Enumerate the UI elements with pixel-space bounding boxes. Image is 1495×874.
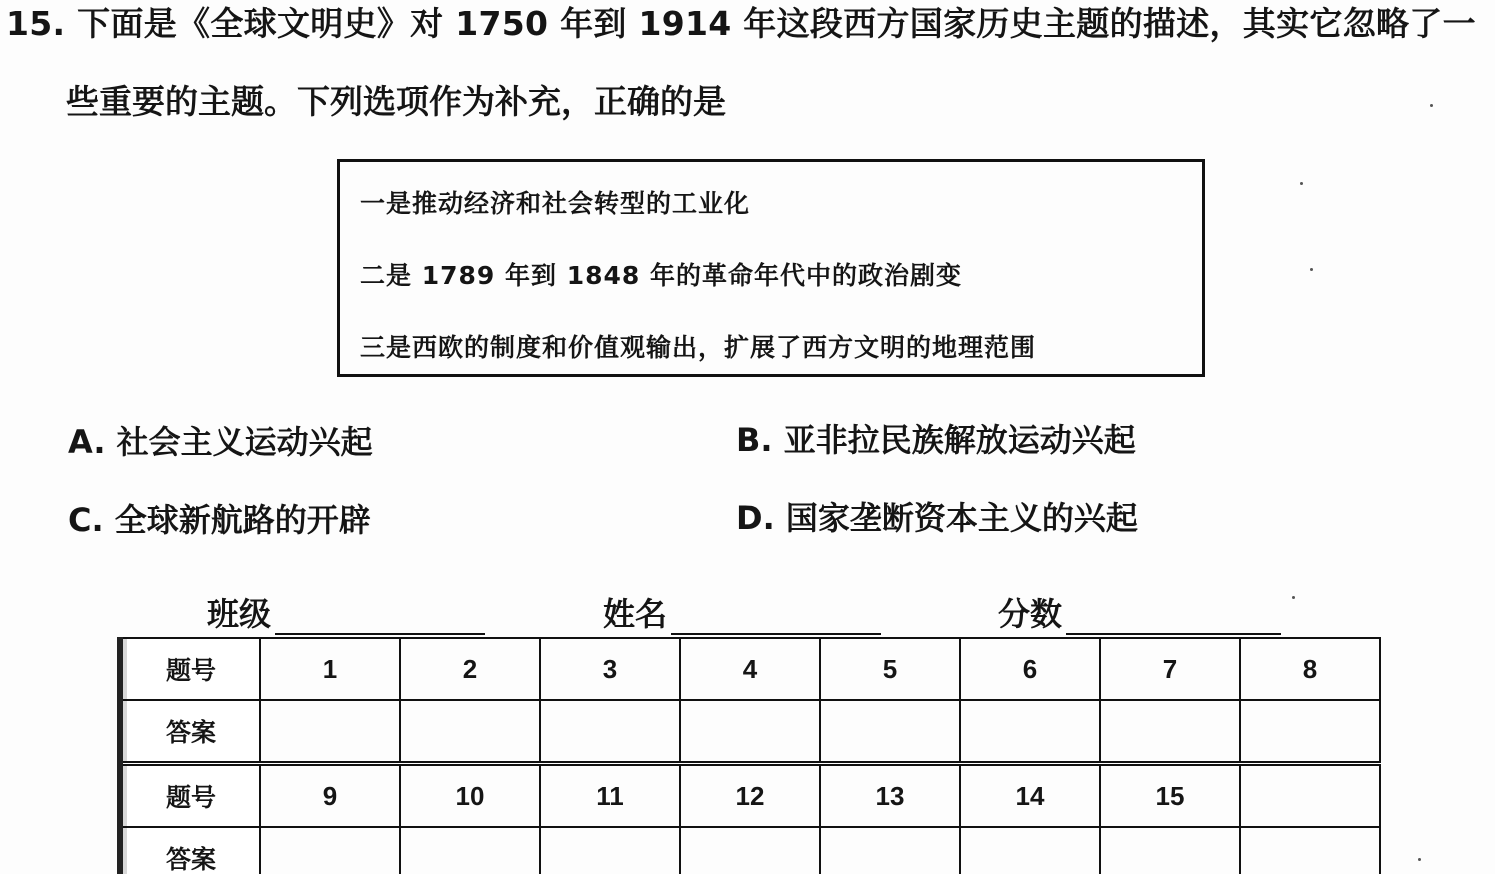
answer-cell[interactable] bbox=[680, 700, 820, 764]
material-line-1: 一是推动经济和社会转型的工业化 bbox=[360, 189, 751, 218]
question-number-cell bbox=[1240, 764, 1380, 828]
question-number-cell: 5 bbox=[820, 638, 960, 700]
name-label: 姓名 bbox=[603, 595, 668, 633]
question-number-cell: 6 bbox=[960, 638, 1100, 700]
number-header: 题号 bbox=[120, 764, 260, 828]
score-blank-line[interactable] bbox=[1066, 597, 1281, 635]
answer-cell[interactable] bbox=[1240, 700, 1380, 764]
answer-cell[interactable] bbox=[680, 827, 820, 874]
answer-cell[interactable] bbox=[400, 827, 540, 874]
class-label: 班级 bbox=[207, 595, 272, 633]
answer-cell[interactable] bbox=[260, 827, 400, 874]
answer-cell[interactable] bbox=[540, 700, 680, 764]
option-c[interactable]: C. 全球新航路的开辟 bbox=[68, 501, 371, 539]
name-field[interactable] bbox=[603, 589, 881, 635]
answer-cell[interactable] bbox=[540, 827, 680, 874]
number-header: 题号 bbox=[120, 638, 260, 700]
scan-speck bbox=[1292, 596, 1295, 599]
question-number-cell: 2 bbox=[400, 638, 540, 700]
scan-speck bbox=[1300, 182, 1303, 185]
scan-speck bbox=[1418, 858, 1421, 861]
number-row-1 bbox=[120, 638, 1380, 700]
option-b[interactable]: B. 亚非拉民族解放运动兴起 bbox=[736, 421, 1136, 459]
answer-cell[interactable] bbox=[1100, 827, 1240, 874]
question-number-cell: 9 bbox=[260, 764, 400, 828]
material-line-3: 三是西欧的制度和价值观输出，扩展了西方文明的地理范围 bbox=[360, 333, 1037, 362]
question-number-cell: 1 bbox=[260, 638, 400, 700]
question-number-cell: 12 bbox=[680, 764, 820, 828]
answer-row-2 bbox=[120, 827, 1380, 874]
class-field[interactable] bbox=[207, 589, 485, 635]
score-label: 分数 bbox=[998, 595, 1063, 633]
answer-cell[interactable] bbox=[820, 827, 960, 874]
answer-header: 答案 bbox=[120, 827, 260, 874]
material-box bbox=[337, 159, 1205, 377]
question-stem-line-1: 15. 下面是《全球文明史》对 1750 年到 1914 年这段西方国家历史主题的描述，其实它忽略了一 bbox=[6, 4, 1476, 43]
question-number-cell: 3 bbox=[540, 638, 680, 700]
answer-table bbox=[117, 637, 1381, 874]
question-number-cell: 7 bbox=[1100, 638, 1240, 700]
scan-speck bbox=[1310, 268, 1313, 271]
answer-cell[interactable] bbox=[960, 700, 1100, 764]
answer-cell[interactable] bbox=[260, 700, 400, 764]
material-line-2: 二是 1789 年到 1848 年的革命年代中的政治剧变 bbox=[360, 261, 962, 290]
question-stem-line-2: 些重要的主题。下列选项作为补充，正确的是 bbox=[66, 82, 726, 121]
class-blank-line[interactable] bbox=[275, 597, 485, 635]
answer-row-1 bbox=[120, 700, 1380, 764]
answer-cell[interactable] bbox=[820, 700, 960, 764]
answer-cell[interactable] bbox=[960, 827, 1100, 874]
name-blank-line[interactable] bbox=[671, 597, 881, 635]
option-d[interactable]: D. 国家垄断资本主义的兴起 bbox=[736, 499, 1138, 537]
answer-cell[interactable] bbox=[1100, 700, 1240, 764]
question-number-cell: 11 bbox=[540, 764, 680, 828]
question-number-cell: 14 bbox=[960, 764, 1100, 828]
answer-header: 答案 bbox=[120, 700, 260, 764]
question-number-cell: 15 bbox=[1100, 764, 1240, 828]
answer-cell[interactable] bbox=[1240, 827, 1380, 874]
question-number-cell: 8 bbox=[1240, 638, 1380, 700]
option-a[interactable]: A. 社会主义运动兴起 bbox=[68, 423, 373, 461]
question-number-cell: 13 bbox=[820, 764, 960, 828]
score-field[interactable] bbox=[998, 589, 1281, 635]
answer-cell[interactable] bbox=[400, 700, 540, 764]
number-row-2 bbox=[120, 764, 1380, 828]
scan-speck bbox=[1430, 104, 1433, 107]
question-number-cell: 4 bbox=[680, 638, 820, 700]
question-number-cell: 10 bbox=[400, 764, 540, 828]
